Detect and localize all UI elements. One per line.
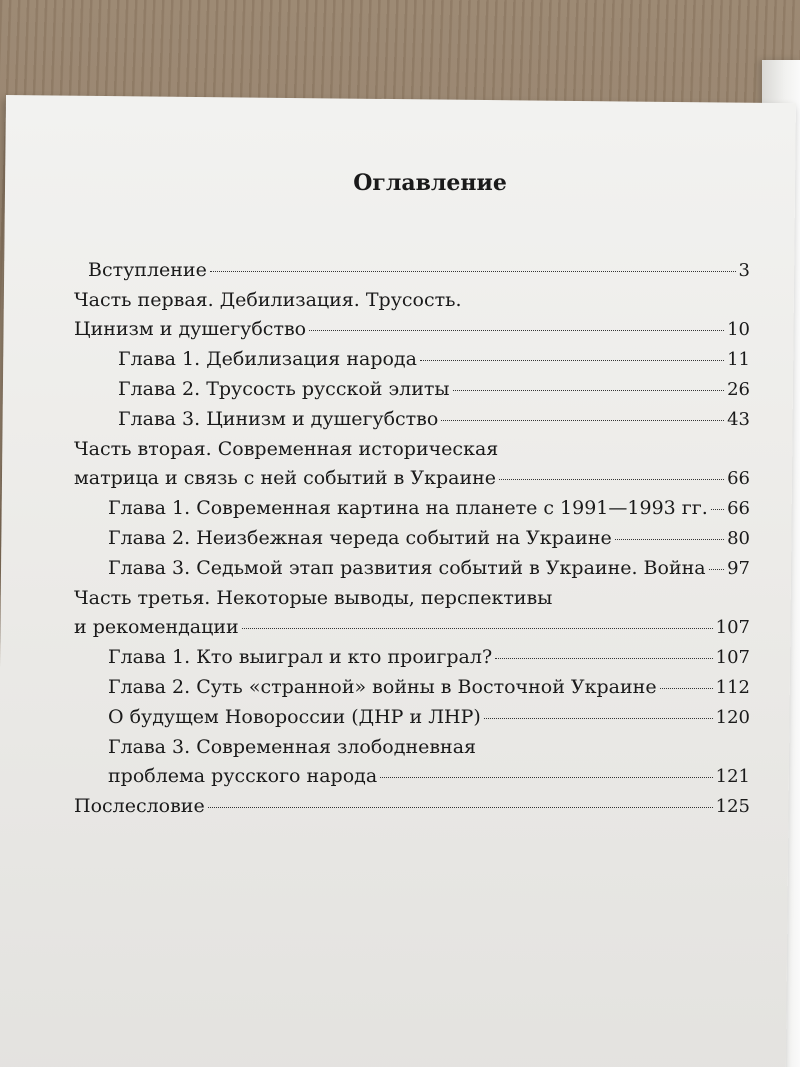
toc-title: Оглавление <box>353 170 507 196</box>
toc-dot-leader <box>208 807 713 808</box>
toc-page-number: 10 <box>727 319 750 340</box>
toc-entry <box>70 288 750 312</box>
toc-dot-leader <box>453 390 725 391</box>
toc-entry-text: Глава 2. Неизбежная череда событий на Украине <box>108 527 612 549</box>
toc-entry <box>70 466 750 491</box>
toc-dot-leader <box>420 360 724 361</box>
toc-entry-line <box>108 735 750 759</box>
toc-entry-line <box>118 377 750 402</box>
toc-page-number: 120 <box>715 707 750 728</box>
toc-page-number: 107 <box>715 617 750 638</box>
toc-entry-line <box>74 794 750 819</box>
toc-entry-line <box>108 645 750 670</box>
toc-entry-line <box>88 258 750 283</box>
toc-entry <box>70 377 750 402</box>
toc-entry-text: Часть вторая. Современная историческая <box>74 438 499 460</box>
toc-page-number: 66 <box>727 468 750 489</box>
toc-page-number: 112 <box>715 677 750 698</box>
toc-entry-text: Глава 1. Дебилизация народа <box>118 348 417 370</box>
toc-entry-text: Глава 3. Седьмой этап развития событий в Украине. Война <box>108 557 706 579</box>
toc-dot-leader <box>499 479 724 480</box>
toc-entry-text: Глава 2. Суть «странной» войны в Восточной Украине <box>108 676 657 698</box>
toc-entries <box>70 258 750 819</box>
toc-entry-line <box>74 288 750 312</box>
toc-dot-leader <box>242 628 713 629</box>
table-of-contents <box>70 170 750 824</box>
toc-entry <box>70 705 750 730</box>
toc-entry-line <box>74 317 750 342</box>
toc-entry-line <box>108 764 750 789</box>
toc-entry-line <box>74 466 750 491</box>
toc-dot-leader <box>711 509 724 510</box>
toc-entry-line <box>74 586 750 610</box>
toc-entry <box>70 407 750 432</box>
toc-entry-line <box>74 615 750 640</box>
toc-page-number: 107 <box>715 647 750 668</box>
toc-entry <box>70 347 750 372</box>
toc-entry-text: Глава 1. Кто выиграл и кто проиграл? <box>108 646 493 668</box>
toc-entry-text: и рекомендации <box>74 616 239 638</box>
toc-page-number: 43 <box>727 409 750 430</box>
toc-entry <box>70 615 750 640</box>
toc-dot-leader <box>210 271 736 272</box>
toc-entry-line <box>108 556 750 581</box>
toc-entry-line <box>108 496 750 521</box>
toc-entry <box>70 317 750 342</box>
toc-page-number: 125 <box>715 796 750 817</box>
toc-dot-leader <box>484 718 713 719</box>
toc-entry-text: Глава 1. Современная картина на планете с 1991—1993 гг. <box>108 497 708 519</box>
toc-entry-line <box>74 437 750 461</box>
toc-entry-text: Послесловие <box>74 795 205 817</box>
toc-entry-text: Глава 3. Цинизм и душегубство <box>118 408 439 430</box>
toc-entry-text: Цинизм и душегубство <box>74 318 307 340</box>
toc-entry-line <box>118 347 750 372</box>
toc-page-number: 26 <box>727 379 750 400</box>
toc-entry <box>70 735 750 759</box>
toc-entry <box>70 586 750 610</box>
toc-entry <box>70 764 750 789</box>
toc-page-number: 11 <box>727 349 750 370</box>
toc-entry <box>70 645 750 670</box>
toc-entry-text: Глава 2. Трусость русской элиты <box>118 378 450 400</box>
toc-entry <box>70 675 750 700</box>
toc-entry-line <box>118 407 750 432</box>
toc-entry <box>70 794 750 819</box>
toc-entry-text: Часть первая. Дебилизация. Трусость. <box>74 289 462 311</box>
toc-page-number: 3 <box>738 260 750 281</box>
toc-entry-text: Вступление <box>88 259 207 281</box>
toc-dot-leader <box>660 688 713 689</box>
toc-page-number: 80 <box>727 528 750 549</box>
toc-dot-leader <box>495 658 713 659</box>
toc-entry-text: Глава 3. Современная злободневная <box>108 736 477 758</box>
toc-dot-leader <box>380 777 712 778</box>
toc-page-number: 66 <box>727 498 750 519</box>
toc-page-number: 121 <box>715 766 750 787</box>
toc-dot-leader <box>615 539 724 540</box>
toc-entry-line <box>108 675 750 700</box>
toc-entry <box>70 526 750 551</box>
toc-page-number: 97 <box>727 558 750 579</box>
toc-entry <box>70 496 750 521</box>
toc-dot-leader <box>709 569 724 570</box>
toc-entry <box>70 556 750 581</box>
toc-dot-leader <box>309 330 724 331</box>
toc-entry <box>70 437 750 461</box>
toc-entry-text: О будущем Новороссии (ДНР и ЛНР) <box>108 706 481 728</box>
toc-entry-line <box>108 705 750 730</box>
toc-dot-leader <box>441 420 724 421</box>
toc-entry-text: матрица и связь с ней событий в Украине <box>74 467 497 489</box>
toc-entry-text: Часть третья. Некоторые выводы, перспективы <box>74 587 553 609</box>
toc-entry-text: проблема русского народа <box>108 765 378 787</box>
toc-entry-line <box>108 526 750 551</box>
toc-entry <box>70 258 750 283</box>
